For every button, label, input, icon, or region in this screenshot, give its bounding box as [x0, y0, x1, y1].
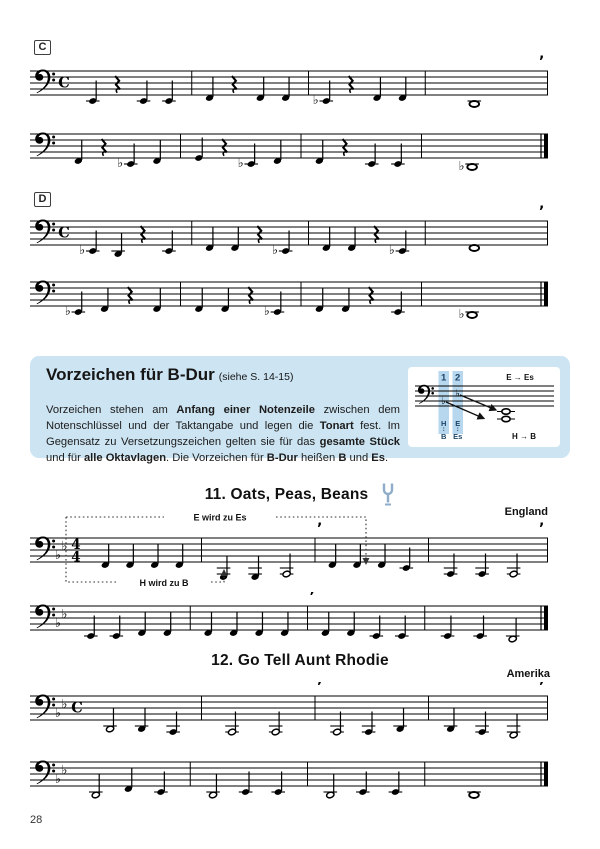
- svg-text:♭: ♭: [55, 547, 61, 562]
- svg-text:’: ’: [317, 682, 323, 695]
- svg-text:’: ’: [539, 521, 545, 537]
- diagram-col2-top: E: [455, 419, 461, 428]
- tuning-fork-icon: [381, 482, 395, 508]
- svg-text:’: ’: [539, 682, 545, 695]
- diagram-number-2: 2: [455, 372, 461, 384]
- svg-text:♭: ♭: [117, 155, 124, 170]
- svg-text:E wird zu Es: E wird zu Es: [193, 512, 247, 523]
- flat-1-glyph: ♭: [441, 396, 446, 407]
- staff-system-song12-line2: [30, 748, 548, 810]
- info-box-body: Vorzeichen stehen am Anfang einer Notenzeile zwischen dem Notenschlüssel und der Taktangabe und legen die Tonart fest. Im Gegensatz zu Versetzungszeichen gelten sie für das gesamte Stück und für alle Oktavlagen. Die Vorzeichen für B-Dur heißen B und Es.: [46, 404, 401, 464]
- diagram-col1-bottom: B: [440, 432, 447, 441]
- svg-text:♭: ♭: [55, 615, 61, 630]
- info-box-vorzeichen: [30, 356, 570, 464]
- rehearsal-marker-c: C: [34, 40, 51, 55]
- staff-system-c2: [30, 118, 548, 180]
- song-12-number: 12.: [211, 652, 234, 669]
- svg-text:4: 4: [71, 549, 81, 566]
- svg-text:♭: ♭: [55, 705, 61, 720]
- diagram-col2-bottom: Es: [453, 432, 463, 441]
- diagram-col1-top: H: [440, 419, 447, 428]
- song-12-title: [211, 652, 389, 670]
- svg-text:♭: ♭: [388, 242, 395, 257]
- svg-text:♭: ♭: [64, 303, 71, 318]
- song-11-number: 11.: [204, 486, 226, 503]
- svg-text:♭: ♭: [263, 303, 270, 318]
- svg-text:’: ’: [309, 592, 315, 605]
- svg-text:H wird zu B: H wird zu B: [139, 578, 189, 588]
- flat-2-glyph: ♭: [455, 388, 460, 400]
- info-box-title-suffix: (siehe S. 14-15): [218, 371, 294, 383]
- info-box-title-text: Vorzeichen für B-Dur: [46, 365, 215, 384]
- info-box-title: [46, 365, 293, 385]
- key-signature-diagram: [408, 367, 560, 447]
- svg-text:C: C: [58, 74, 70, 92]
- svg-text:C: C: [58, 224, 70, 242]
- staff-system-d1: [30, 205, 548, 267]
- staff-system-c1: [30, 55, 548, 117]
- song-12-name: Go Tell Aunt Rhodie: [237, 652, 389, 669]
- diagram-number-1: 1: [441, 372, 447, 384]
- svg-text:C: C: [71, 699, 83, 717]
- svg-text:♭: ♭: [61, 538, 68, 553]
- svg-text:♭: ♭: [55, 771, 61, 786]
- arrow-h-to-b: [446, 402, 484, 419]
- svg-text:’: ’: [317, 521, 323, 537]
- staff-system-song11-line1: [30, 508, 548, 594]
- song-11-title-row: [0, 482, 600, 508]
- svg-text:♭: ♭: [458, 158, 465, 173]
- svg-text:♭: ♭: [458, 306, 465, 321]
- key-signature-diagram-svg: [408, 367, 560, 447]
- svg-text:’: ’: [539, 55, 545, 70]
- svg-text:♭: ♭: [61, 762, 68, 777]
- svg-text:♭: ♭: [61, 606, 68, 621]
- svg-text:4: 4: [71, 537, 81, 553]
- svg-text:’: ’: [539, 205, 545, 220]
- song-11-region: England: [504, 506, 548, 518]
- song-12-region: Amerika: [506, 668, 550, 680]
- staff-system-song11-line2: [30, 592, 548, 654]
- diagram-label-e-es: E → Es: [506, 373, 534, 382]
- song-11-name: Oats, Peas, Beans: [230, 486, 369, 503]
- staff-system-song12-line1: [30, 682, 548, 744]
- svg-text:♭: ♭: [312, 92, 319, 107]
- staff-system-d2: [30, 266, 548, 328]
- svg-text:♭: ♭: [272, 242, 279, 257]
- arrow-e-to-es: [460, 395, 496, 410]
- result-notes: [497, 409, 515, 422]
- song-11-title: [205, 486, 369, 504]
- diagram-label-h-b: H → B: [512, 432, 536, 441]
- mini-staff: [415, 386, 554, 406]
- svg-text:♭: ♭: [61, 696, 68, 711]
- rehearsal-marker-d: D: [34, 192, 51, 207]
- svg-text:♭: ♭: [79, 242, 86, 257]
- page-number: 28: [30, 814, 43, 826]
- svg-text:♭: ♭: [237, 155, 244, 170]
